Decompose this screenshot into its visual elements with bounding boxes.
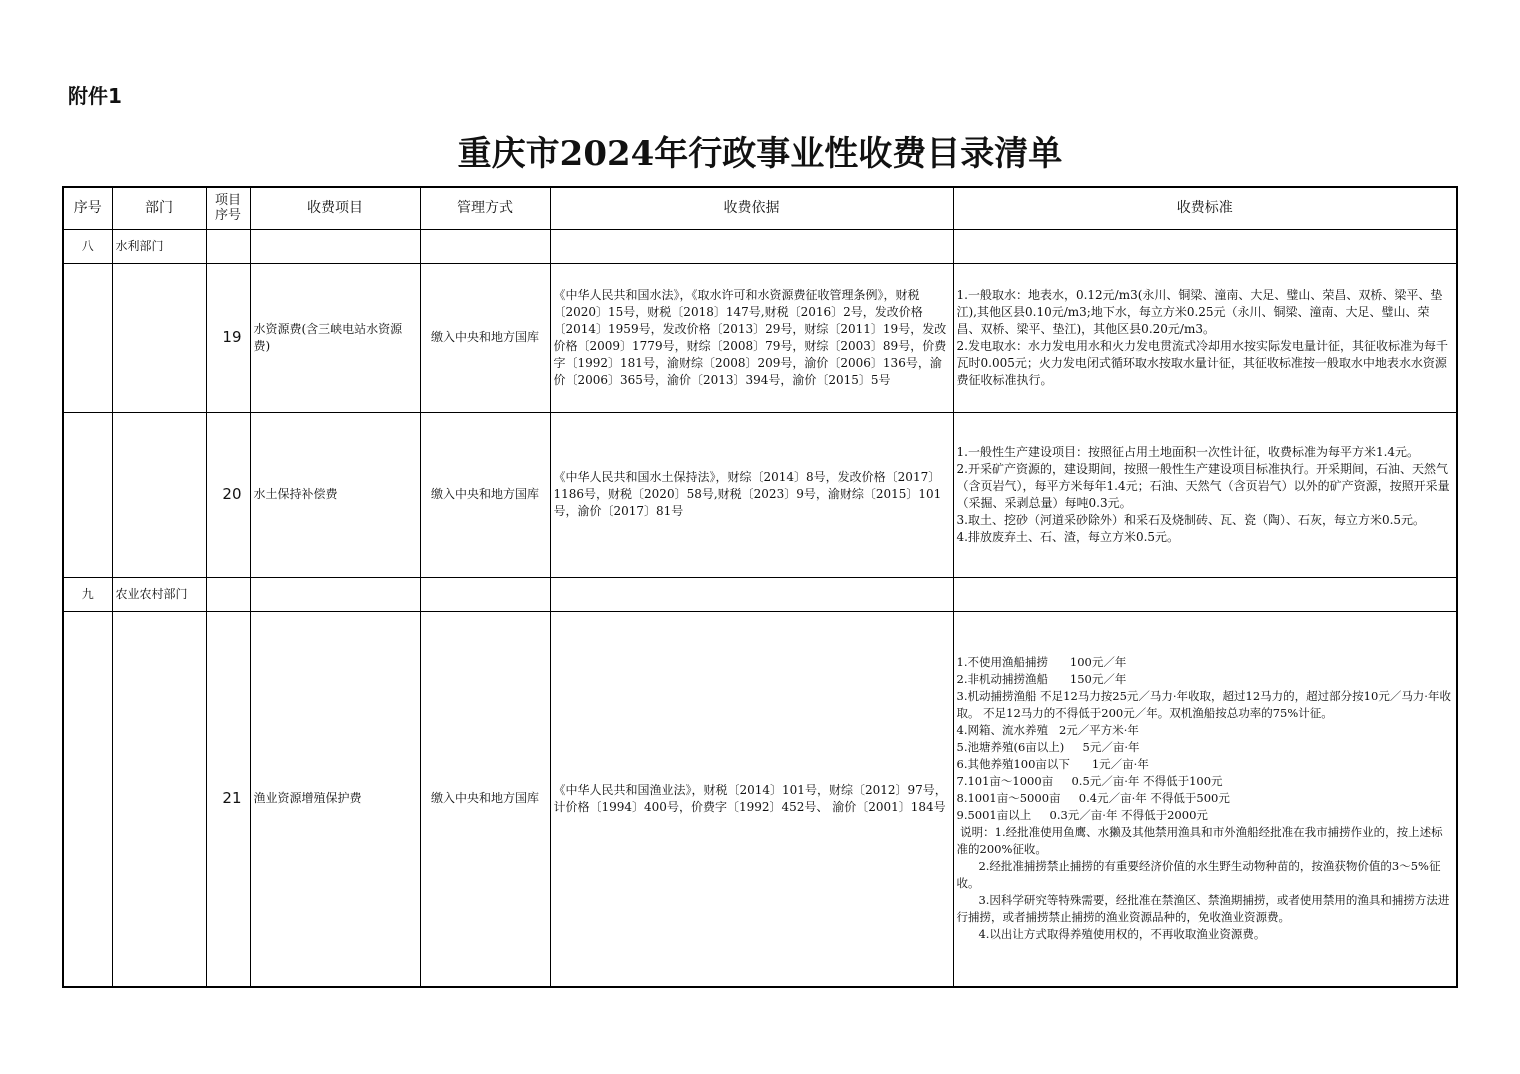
section-seq: 九 <box>63 577 112 611</box>
table-row <box>63 263 1457 412</box>
mgmt-method: 缴入中央和地方国库 <box>420 611 550 987</box>
item-no: 20 <box>206 412 250 577</box>
fee-standard: 1.一般取水：地表水，0.12元/m3(永川、铜梁、潼南、大足、璧山、荣昌、双桥、梁平、垫江),其他区县0.10元/m3;地下水，每立方米0.25元（永川、铜梁、潼南、大足、璧山、荣昌、双桥、梁平、垫江)，其他区县0.20元/m3。 2.发电取水：水力发电用水和火力发电贯流式冷却用水按实际发电量计征，其征收标准为每千瓦时0.005元；火力发电闭式循环取水按取水量计征，其征收标准按一般取水中地表水水资源费征收标准执行。 <box>953 263 1457 412</box>
table-row <box>63 611 1457 987</box>
item-no: 19 <box>206 263 250 412</box>
mgmt-method: 缴入中央和地方国库 <box>420 412 550 577</box>
section-row <box>63 229 1457 263</box>
fee-basis: 《中华人民共和国渔业法》，财税〔2014〕101号，财综〔2012〕97号，计价格〔1994〕400号，价费字〔1992〕452号、 渝价〔2001〕184号 <box>550 611 953 987</box>
table-header-row <box>63 187 1457 229</box>
fee-basis: 《中华人民共和国水法》，《取水许可和水资源费征收管理条例》，财税〔2020〕15号，财税〔2018〕147号,财税〔2016〕2号，发改价格〔2014〕1959号，发改价格〔2013〕29号，财综〔2011〕19号，发改价格〔2009〕1779号，财综〔2008〕79号，财综〔2003〕89号，价费字〔1992〕181号，渝财综〔2008〕209号，渝价〔2006〕136号，渝价〔2006〕365号，渝价〔2013〕394号，渝价〔2015〕5号 <box>550 263 953 412</box>
item-name: 渔业资源增殖保护费 <box>250 611 420 987</box>
fee-standard: 1.一般性生产建设项目：按照征占用土地面积一次性计征，收费标准为每平方米1.4元。 2.开采矿产资源的，建设期间，按照一般性生产建设项目标准执行。开采期间，石油、天然气（含页岩气），每平方米每年1.4元；石油、天然气（含页岩气）以外的矿产资源，按照开采量（采掘、采剥总量）每吨0.3元。 3.取土、挖砂（河道采砂除外）和采石及烧制砖、瓦、瓷（陶）、石灰，每立方米0.5元。 4.排放废弃土、石、渣，每立方米0.5元。 <box>953 412 1457 577</box>
item-no: 21 <box>206 611 250 987</box>
section-row <box>63 577 1457 611</box>
fee-catalog-table <box>62 186 1458 988</box>
header-item-no: 项目 序号 <box>206 187 250 229</box>
attachment-label: 附件1 <box>68 84 122 108</box>
section-dept: 农业农村部门 <box>112 577 206 611</box>
page-title: 重庆市2024年行政事业性收费目录清单 <box>457 134 1063 174</box>
fee-basis: 《中华人民共和国水土保持法》，财综〔2014〕8号，发改价格〔2017〕1186号，财税〔2020〕58号,财税〔2023〕9号，渝财综〔2015〕101号，渝价〔2017〕81号 <box>550 412 953 577</box>
item-name: 水资源费(含三峡电站水资源费) <box>250 263 420 412</box>
header-seq: 序号 <box>63 187 112 229</box>
section-dept: 水利部门 <box>112 229 206 263</box>
section-seq: 八 <box>63 229 112 263</box>
header-item: 收费项目 <box>250 187 420 229</box>
header-dept: 部门 <box>112 187 206 229</box>
header-basis: 收费依据 <box>550 187 953 229</box>
mgmt-method: 缴入中央和地方国库 <box>420 263 550 412</box>
item-name: 水土保持补偿费 <box>250 412 420 577</box>
fee-standard: 1.不使用渔船捕捞 100元／年 2.非机动捕捞渔船 150元／年 3.机动捕捞渔船 不足12马力按25元／马力·年收取，超过12马力的，超过部分按10元／马力·年收取。 不足12马力的不得低于200元／年。双机渔船按总功率的75%计征。 4.网箱、流水养殖 2元／平方米·年 5.池塘养殖(6亩以上) 5元／亩·年 6.其他养殖100亩以下 1元／亩·年 7.101亩～1000亩 0.5元／亩·年 不得低于100元 8.1001亩～5000亩 0.4元／亩·年 不得低于500元 9.5001亩以上 0.3元／亩·年 不得低于2000元 说明：1.经批准使用鱼鹰、水獭及其他禁用渔具和市外渔船经批准在我市捕捞作业的，按上述标准的200%征收。 2.经批准捕捞禁止捕捞的有重要经济价值的水生野生动物种苗的，按渔获物价值的3～5%征收。 3.因科学研究等特殊需要，经批准在禁渔区、禁渔期捕捞，或者使用禁用的渔具和捕捞方法进行捕捞，或者捕捞禁止捕捞的渔业资源品种的，免收渔业资源费。 4.以出让方式取得养殖使用权的，不再收取渔业资源费。 <box>953 611 1457 987</box>
header-standard: 收费标准 <box>953 187 1457 229</box>
table-row <box>63 412 1457 577</box>
header-mgmt: 管理方式 <box>420 187 550 229</box>
